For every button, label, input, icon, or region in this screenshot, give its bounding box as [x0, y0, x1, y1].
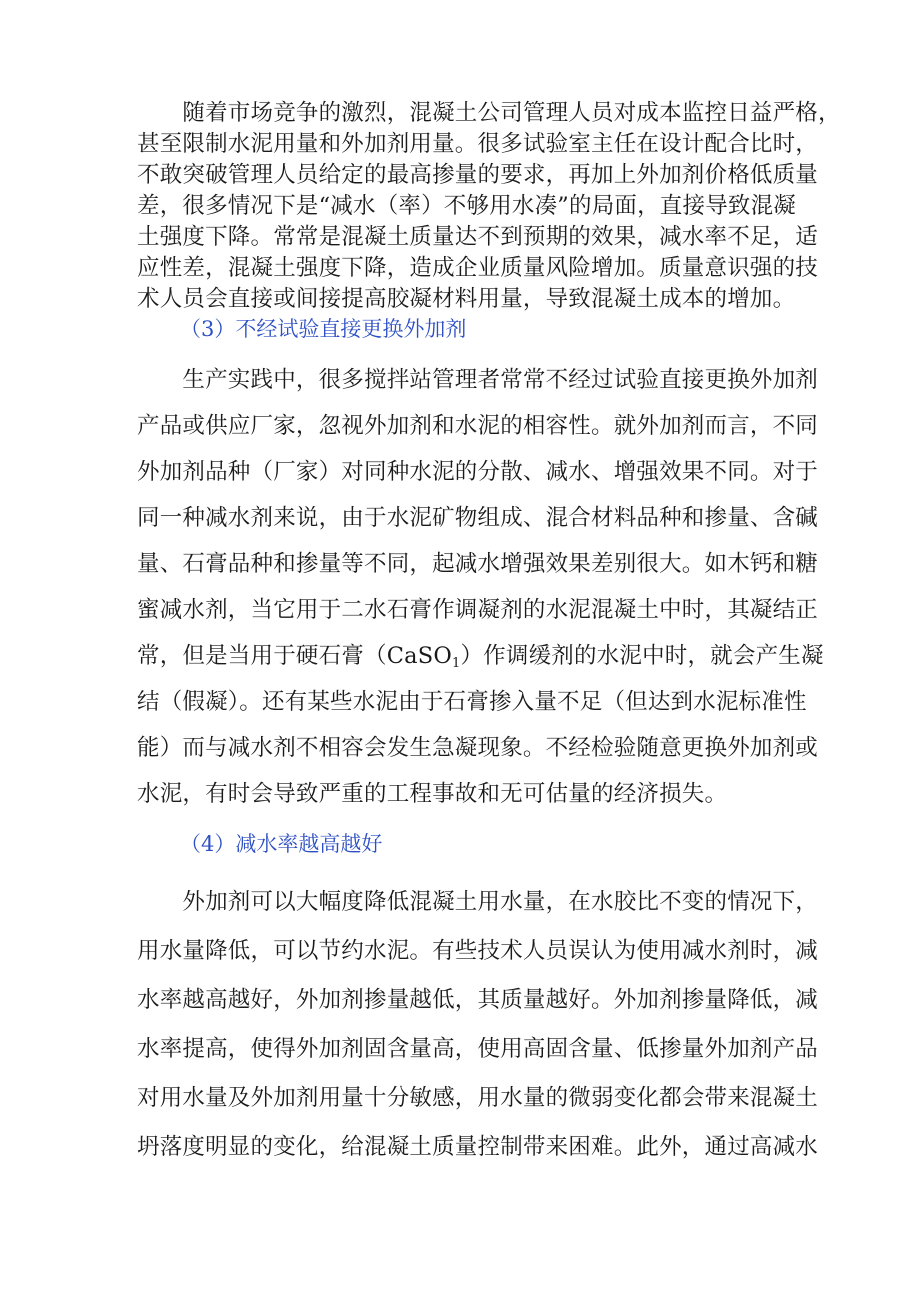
paragraph-3-line-6: 坍落度明显的变化，给混凝土质量控制带来困难。此外，通过高减水: [137, 1134, 819, 1160]
paragraph-2-line-1: 生产实践中，很多搅拌站管理者常常不经过试验直接更换外加剂: [137, 367, 819, 393]
chemical-subscript: 1: [452, 656, 461, 671]
paragraph-2-line-10: 水泥，有时会导致严重的工程事故和无可估量的经济损失。: [137, 781, 728, 807]
paragraph-1-line-6: 应性差，混凝土强度下降，造成企业质量风险增加。质量意识强的技: [137, 255, 819, 281]
paragraph-2-line-2: 产品或供应厂家，忽视外加剂和水泥的相容性。就外加剂而言，不同: [137, 413, 819, 439]
paragraph-3-line-5: 对用水量及外加剂用量十分敏感，用水量的微弱变化都会带来混凝土: [137, 1085, 819, 1111]
paragraph-1-line-2: 甚至限制水泥用量和外加剂用量。很多试验室主任在设计配合比时，: [137, 131, 819, 157]
paragraph-2-line-5: 量、石膏品种和掺量等不同，起减水增强效果差别很大。如木钙和糖: [137, 551, 819, 577]
paragraph-2-line-8: 结（假凝）。还有某些水泥由于石膏掺入量不足（但达到水泥标准性: [137, 689, 807, 715]
paragraph-2-line-4: 同一种减水剂来说，由于水泥矿物组成、混合材料品种和掺量、含碱: [137, 505, 819, 531]
paragraph-1-line-1: 随着市场竞争的激烈，混凝土公司管理人员对成本监控日益严格，: [137, 100, 841, 126]
paragraph-1-line-3: 不敢突破管理人员给定的最高掺量的要求，再加上外加剂价格低质量: [137, 162, 819, 188]
paragraph-3-line-4: 水率提高，使得外加剂固含量高，使用高固含量、低掺量外加剂产品: [137, 1036, 819, 1062]
paragraph-1-line-5: 土强度下降。常常是混凝土质量达不到预期的效果，减水率不足，适: [137, 224, 819, 250]
paragraph-2-line-6: 蜜减水剂，当它用于二水石膏作调凝剂的水泥混凝土中时，其凝结正: [137, 597, 819, 623]
paragraph-1-line-4: 差，很多情况下是“减水（率）不够用水凑”的局面，直接导致混凝: [137, 193, 797, 219]
line-7-text-after: ）作调缓剂的水泥中时，就会产生凝: [460, 643, 824, 669]
section-heading-4: （4）减水率越高越好: [180, 832, 383, 856]
paragraph-3-line-3: 水率越高越好，外加剂掺量越低，其质量越好。外加剂掺量降低，减: [137, 987, 819, 1013]
paragraph-2-line-3: 外加剂品种（厂家）对同种水泥的分散、减水、增强效果不同。对于: [137, 459, 819, 485]
paragraph-2-line-9: 能）而与减水剂不相容会发生急凝现象。不经检验随意更换外加剂或: [137, 735, 819, 761]
paragraph-3-line-2: 用水量降低，可以节约水泥。有些技术人员误认为使用减水剂时，减: [137, 938, 819, 964]
paragraph-1-line-7: 术人员会直接或间接提高胶凝材料用量，导致混凝土成本的增加。: [137, 286, 796, 312]
paragraph-2-line-7: [137, 643, 824, 671]
paragraph-3-line-1: 外加剂可以大幅度降低混凝土用水量，在水胶比不变的情况下，: [137, 889, 819, 915]
section-heading-3: （3）不经试验直接更换外加剂: [180, 317, 467, 341]
line-7-text-before: 常，但是当用于硬石膏（CaSO: [137, 643, 452, 669]
